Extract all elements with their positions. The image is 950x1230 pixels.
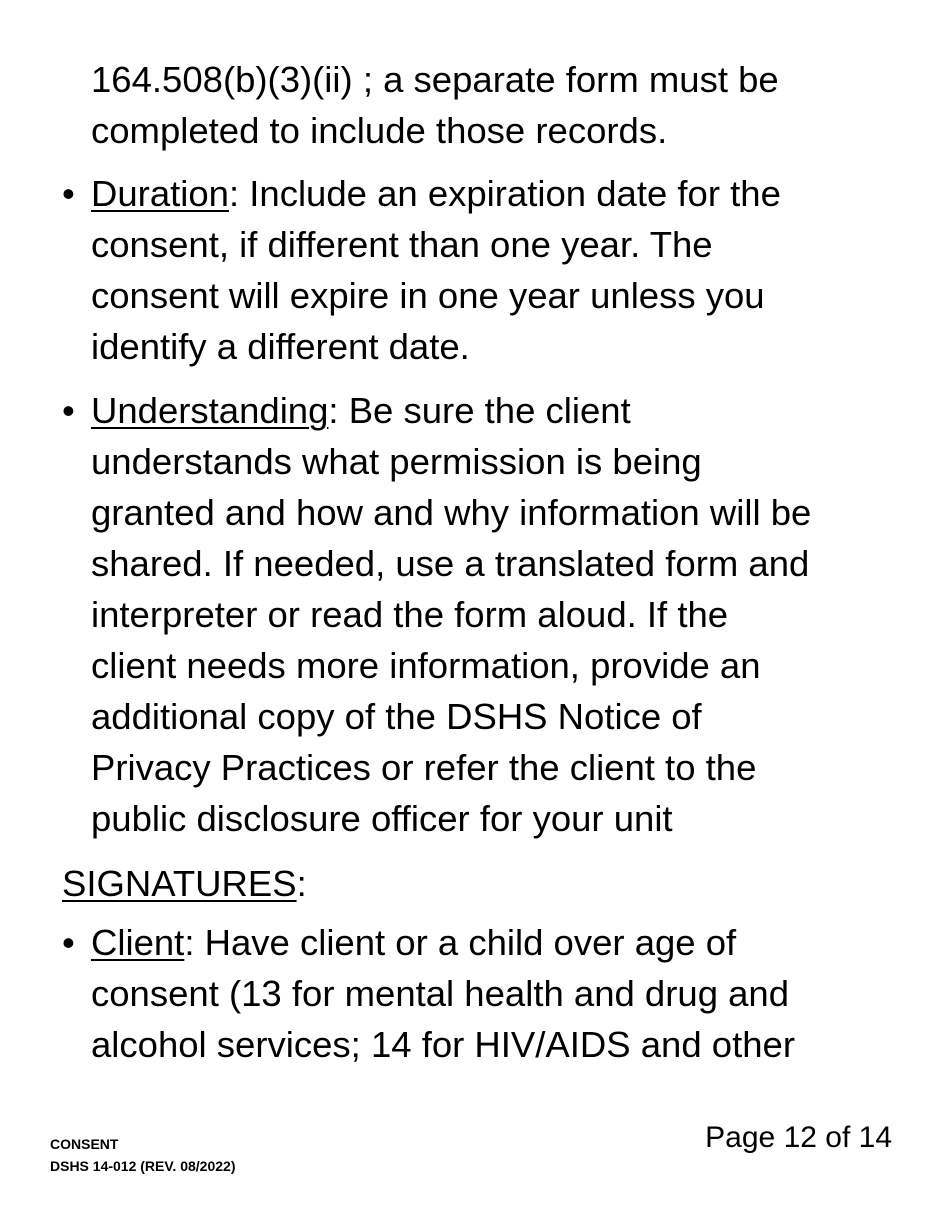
page-number: Page 12 of 14	[705, 1121, 892, 1154]
bullet-first-line	[91, 385, 911, 436]
footer-form-info	[50, 1133, 235, 1177]
bullet-first-line	[91, 168, 911, 219]
bullet-line: shared. If needed, use a translated form and	[91, 543, 810, 584]
section-heading-label: SIGNATURES	[62, 863, 297, 904]
bullet-line: alcohol services; 14 for HIV/AIDS and other	[91, 1024, 795, 1065]
bullet-term: Duration	[91, 173, 229, 214]
section-heading-colon: :	[296, 863, 307, 904]
bullet-line: consent (13 for mental health and drug and	[91, 973, 790, 1014]
footer-form-name: CONSENT	[50, 1136, 119, 1152]
bullet-term: Understanding	[91, 390, 329, 431]
bullet-line: consent will expire in one year unless you	[91, 275, 765, 316]
bullet-line: understands what permission is being	[91, 441, 702, 482]
section-heading-signatures	[62, 858, 307, 909]
bullet-line: consent, if different than one year. The	[91, 224, 713, 265]
bullet-text	[91, 168, 911, 372]
continuation-line: completed to include those records.	[91, 110, 668, 151]
continuation-paragraph	[91, 54, 931, 156]
bullet-line: interpreter or read the form aloud. If the	[91, 594, 729, 635]
bullet-icon: •	[62, 390, 75, 431]
footer-form-number: DSHS 14-012 (REV. 08/2022)	[50, 1158, 236, 1174]
bullet-line: identify a different date.	[91, 326, 470, 367]
bullet-icon: •	[62, 922, 75, 963]
bullet-term: Client	[91, 922, 185, 963]
bullet-first-line-rest: : Include an expiration date for the	[228, 173, 781, 214]
bullet-line: public disclosure officer for your unit	[91, 798, 673, 839]
bullet-line: client needs more information, provide an	[91, 645, 761, 686]
bullet-icon: •	[62, 173, 75, 214]
bullet-line: additional copy of the DSHS Notice of	[91, 696, 702, 737]
bullet-text	[91, 917, 911, 1070]
bullet-text	[91, 385, 911, 844]
bullet-first-line	[91, 917, 911, 968]
bullet-line: Privacy Practices or refer the client to the	[91, 747, 757, 788]
bullet-line: granted and how and why information will be	[91, 492, 812, 533]
bullet-first-line-rest: : Be sure the client	[328, 390, 631, 431]
continuation-line: 164.508(b)(3)(ii) ; a separate form must be	[91, 59, 779, 100]
bullet-first-line-rest: : Have client or a child over age of	[184, 922, 737, 963]
